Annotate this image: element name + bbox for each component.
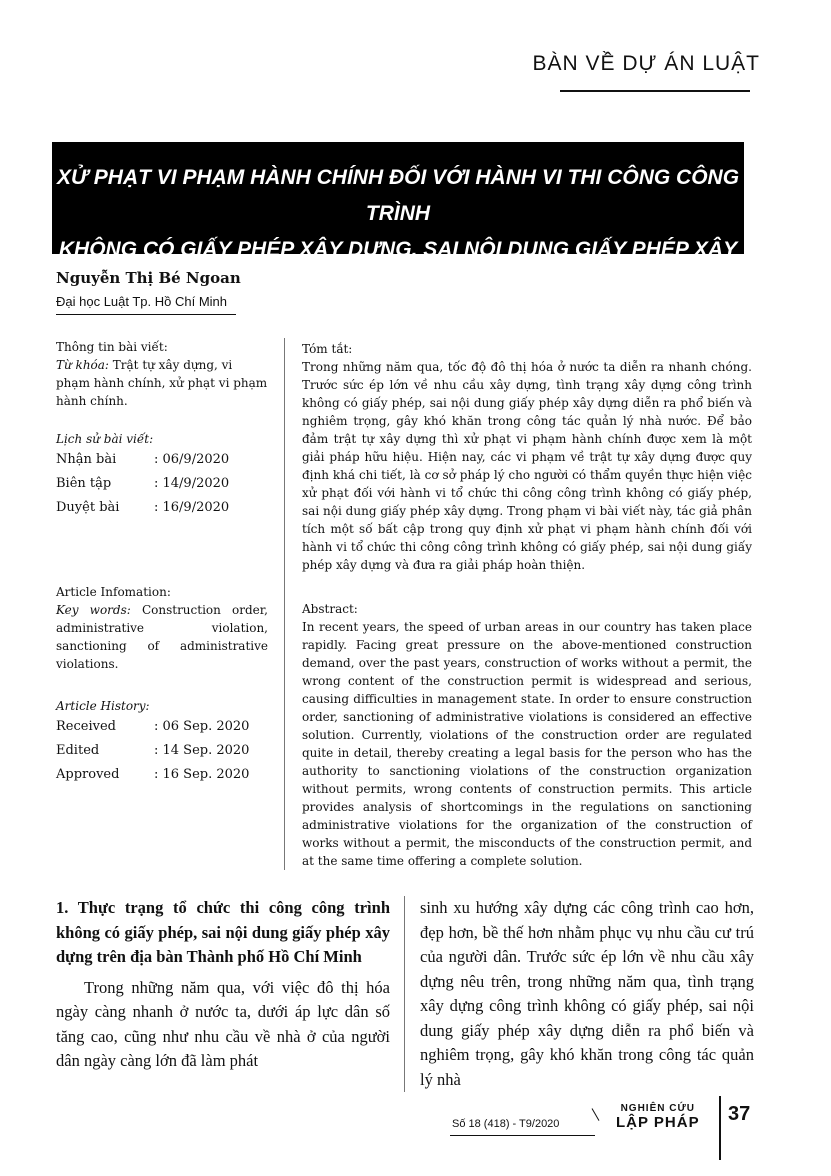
abstract-heading: Abstract: <box>302 602 358 616</box>
keywords-text: Construction order, administrative violation, sanctioning of administrative violations. <box>56 603 268 671</box>
abstract-text: In recent years, the speed of urban areas in our country has taken place rapidly. Facing great pressure on the above-mentioned construction demand, over the past years, construction of works without a permit, the wrong content of the construction permit is widespread and serious, causing difficulties in management state. In order to ensure construction order, sanctioning of administrative violations is considered an effective solution. Currently, violations of the construction order are regulated quite in detail, thereby creating a legal basis for the person who has the authority to sanctioning violations of the construction organization without permits, wrong contents of construction permits. This article provides analysis of shortcomings in the regulations on sanctioning administrative violations for the organization of the construction of works without a permit, the misconducts of the construction permit, and at the same time offering a complete solution. <box>302 620 752 868</box>
body-left-column <box>56 896 390 1074</box>
history-value: : 06/9/2020 <box>154 452 230 467</box>
keywords-label: Key words: <box>56 603 131 617</box>
summary-heading: Tóm tắt: <box>302 342 353 356</box>
history-row <box>56 472 268 496</box>
history-label: Received <box>56 719 116 734</box>
history-row <box>56 715 268 739</box>
keywords-text: Trật tự xây dựng, vi phạm hành chính, xử phạt vi phạm hành chính. <box>56 358 268 408</box>
article-info-en <box>56 583 268 787</box>
history-label: Duyệt bài <box>56 500 120 515</box>
history-label: Edited <box>56 743 100 758</box>
body-paragraph: sinh xu hướng xây dựng các công trình cao hơn, đẹp hơn, bề thế hơn nhằm phục vụ nhu cầu cư trú của người dân. Trước sức ép lớn về nhu cầu xây dựng nêu trên, trong những năm qua, tình trạng xây dựng công trình không có giấy phép, sai nội dung giấy phép xây dựng diễn ra phổ biến và nghiêm trọng, gây khó khăn trong công tác quản lý nhà <box>420 898 754 1089</box>
history-value: : 14 Sep. 2020 <box>154 743 250 758</box>
history-row <box>56 448 268 472</box>
issue-number: Số 18 (418) - T9/2020 <box>452 1118 560 1130</box>
section-heading: 1. Thực trạng tổ chức thi công công trình không có giấy phép, sai nội dung giấy phép xây dựng trên địa bàn Thành phố Hồ Chí Minh <box>56 898 390 966</box>
affiliation-rule <box>56 314 236 315</box>
page-number: 37 <box>728 1103 751 1125</box>
journal-name <box>616 1103 700 1131</box>
history-value: : 16/9/2020 <box>154 500 230 515</box>
author-affiliation: Đại học Luật Tp. Hồ Chí Minh <box>56 294 228 309</box>
title-line-1: XỬ PHẠT VI PHẠM HÀNH CHÍNH ĐỐI VỚI HÀNH VI THI CÔNG CÔNG TRÌNH <box>56 166 740 225</box>
history-label: Biên tập <box>56 476 112 491</box>
history-heading: Article History: <box>56 699 150 713</box>
column-divider <box>284 338 285 870</box>
history-value: : 16 Sep. 2020 <box>154 767 250 782</box>
history-label: Nhận bài <box>56 452 117 467</box>
body-column-divider <box>404 896 405 1092</box>
body-right-column <box>420 896 754 1092</box>
keywords-label: Từ khóa: <box>56 358 109 372</box>
footer-rule <box>450 1135 595 1136</box>
body-paragraph: Trong những năm qua, với việc đô thị hóa ngày càng nhanh ở nước ta, dưới áp lực dân số tăng cao, cũng như nhu cầu về nhà ở của người dân ngày càng lớn đã làm phát <box>56 977 390 1070</box>
info-heading: Article Infomation: <box>56 585 171 599</box>
info-heading: Thông tin bài viết: <box>56 340 168 354</box>
footer-slash <box>592 1108 600 1121</box>
history-row <box>56 763 268 787</box>
journal-name-top: NGHIÊN CỨU <box>620 1103 695 1114</box>
journal-name-bottom: LẬP PHÁP <box>616 1114 700 1131</box>
history-heading: Lịch sử bài viết: <box>56 432 154 446</box>
summary-vi <box>302 340 752 574</box>
history-value: : 06 Sep. 2020 <box>154 719 250 734</box>
footer-bar <box>719 1096 721 1160</box>
summary-en <box>302 600 752 870</box>
history-value: : 14/9/2020 <box>154 476 230 491</box>
history-row <box>56 739 268 763</box>
keywords-block <box>56 356 268 410</box>
keywords-block <box>56 601 268 673</box>
history-label: Approved <box>56 767 120 782</box>
section-header: BÀN VỀ DỰ ÁN LUẬT <box>532 52 760 75</box>
title-line-2: KHÔNG CÓ GIẤY PHÉP XÂY DỰNG, SAI NỘI DUNG GIẤY PHÉP XÂY DỰNG <box>58 238 738 297</box>
article-info-vi <box>56 338 268 520</box>
header-rule <box>560 90 750 92</box>
history-row <box>56 496 268 520</box>
author-name: Nguyễn Thị Bé Ngoan <box>56 269 241 287</box>
summary-text: Trong những năm qua, tốc độ đô thị hóa ở nước ta diễn ra nhanh chóng. Trước sức ép lớn về nhu cầu xây dựng, tình trạng xây dựng công trình không có giấy phép, sai nội dung giấy phép xây dựng diễn ra phổ biến và nghiêm trọng, gây khó khăn trong công tác quản lý nhà nước. Để bảo đảm trật tự xây dựng thì xử phạt vi phạm hành chính được xem là một giải pháp hữu hiệu. Hiện nay, các vi phạm về trật tự xây dựng được quy định khá chi tiết, là cơ sở pháp lý cho người có thẩm quyền thực hiện việc xử phạt đối với hành vi tổ chức thi công công trình không có giấy phép, sai nội dung giấy phép xây dựng. Trong phạm vi bài viết này, tác giả phân tích một số bất cập trong quy định xử phạt vi phạm hành chính đối với hành vi tổ chức thi công công trình không có giấy phép, sai nội dung giấy phép xây dựng và đưa ra giải pháp hoàn thiện. <box>302 360 752 572</box>
